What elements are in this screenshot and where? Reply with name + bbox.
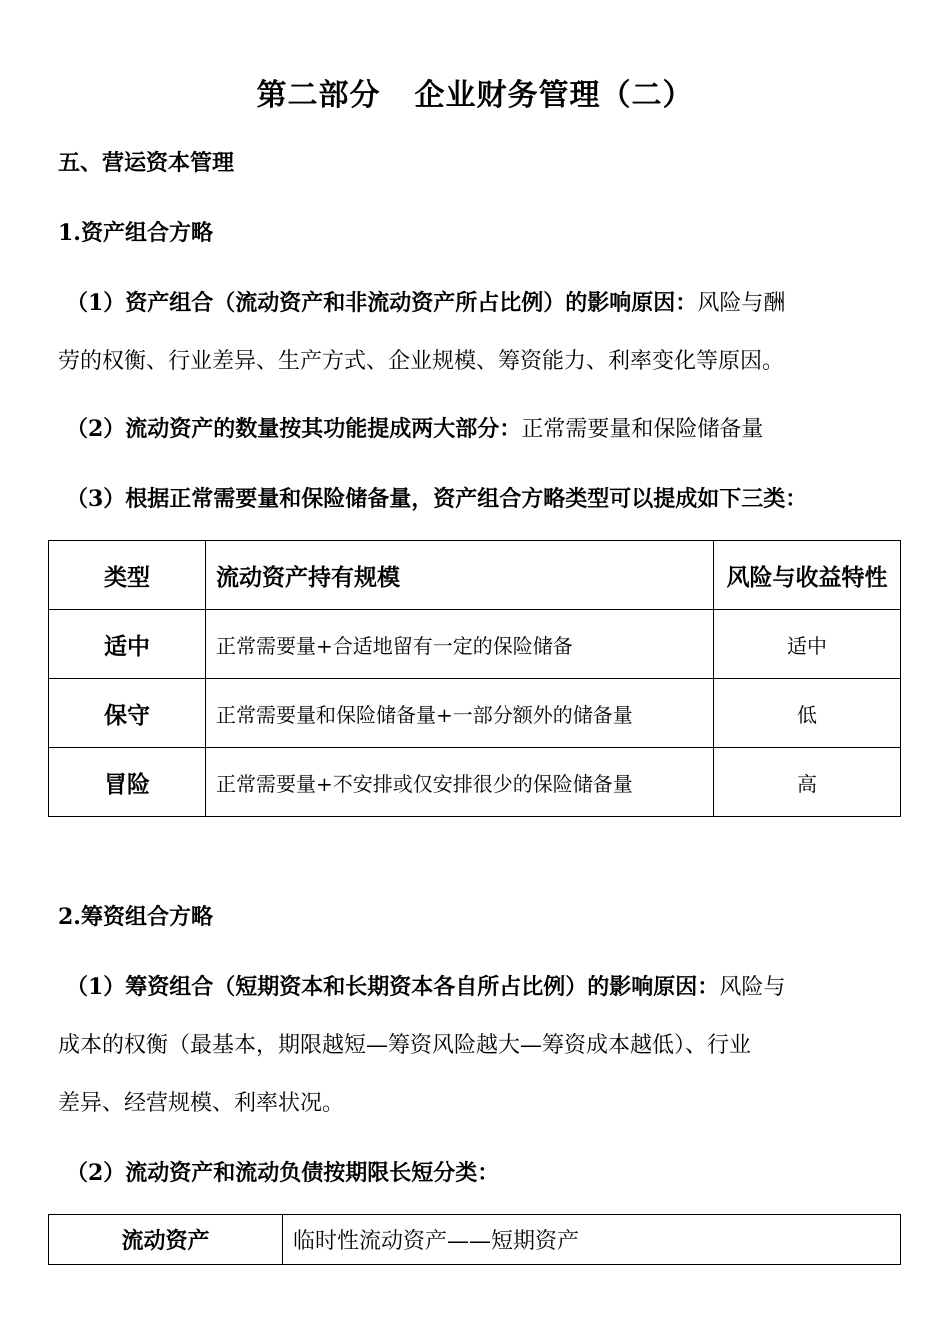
type-cell: 冒险 [49,748,206,817]
asset-strategy-table [48,540,901,817]
risk-cell: 高 [714,748,901,817]
paragraph-1-3: （3）根据正常需要量和保险储备量，资产组合方略类型可以提成如下三类： [66,486,808,512]
paragraph-lead: （1）资产组合（流动资产和非流动资产所占比例）的影响原因： [66,290,698,316]
risk-cell: 低 [714,679,901,748]
paragraph-2-1-cont2: 差异、经营规模、利率状况。 [58,1091,345,1116]
scale-cell: 正常需要量和保险储备量+一部分额外的储备量 [206,679,714,748]
page-title [0,70,950,114]
paragraph-2-1 [66,970,908,1001]
table-header-row [49,541,901,610]
paragraph-lead: （2）流动资产的数量按其功能提成两大部分： [66,416,522,442]
table-row [49,610,901,679]
paragraph-2-2: （2）流动资产和流动负债按期限长短分类： [66,1160,500,1186]
scale-cell: 正常需要量+合适地留有一定的保险储备 [206,610,714,679]
paragraph-1-1-cont: 劳的权衡、行业差异、生产方式、企业规模、筹资能力、利率变化等原因。 [58,349,785,374]
header-cell: 风险与收益特性 [714,541,901,610]
type-cell: 适中 [49,610,206,679]
type-cell: 保守 [49,679,206,748]
subsection-heading-2: 2.筹资组合方略 [58,904,213,930]
paragraph-1-1 [66,286,908,317]
header-cell: 流动资产持有规模 [206,541,714,610]
risk-cell: 适中 [714,610,901,679]
paragraph-1-2 [66,412,908,443]
paragraph-lead: （1）筹资组合（短期资本和长期资本各自所占比例）的影响原因： [66,974,720,1000]
liquidity-table [48,1214,901,1265]
header-cell: 类型 [49,541,206,610]
table-row [49,679,901,748]
section-heading: 五、营运资本管理 [58,150,235,176]
scale-cell: 正常需要量+不安排或仅安排很少的保险储备量 [206,748,714,817]
title-name: 企业财务管理（二） [414,78,694,113]
table-row [49,1215,901,1265]
table-row [49,748,901,817]
title-part: 第二部分 [256,78,381,113]
description-cell: 临时性流动资产——短期资产 [283,1215,901,1265]
subsection-heading-1: 1.资产组合方略 [58,220,213,246]
paragraph-text: 风险与 [719,975,786,1000]
category-cell: 流动资产 [49,1215,283,1265]
paragraph-2-1-cont1: 成本的权衡（最基本，期限越短—筹资风险越大—筹资成本越低）、行业 [58,1033,752,1058]
paragraph-text: 风险与酬 [697,291,786,316]
paragraph-text: 正常需要量和保险储备量 [521,417,764,442]
